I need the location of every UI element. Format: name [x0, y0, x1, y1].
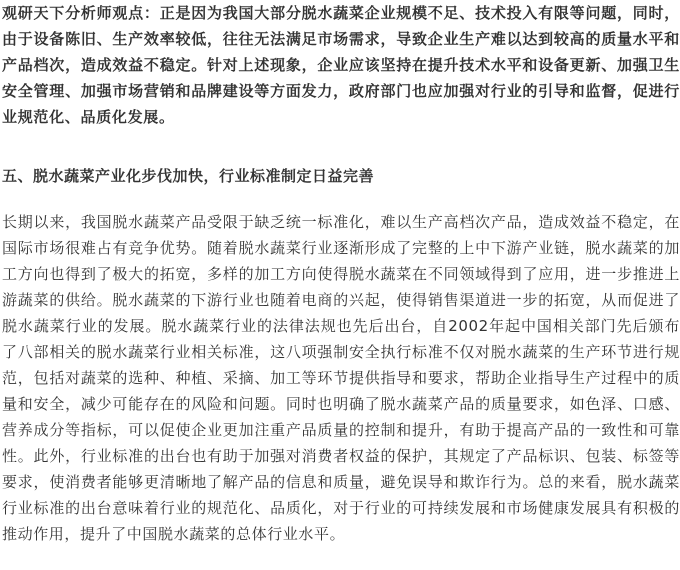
section-heading: 五、脱水蔬菜产业化步伐加快，行业标准制定日益完善 [2, 167, 375, 185]
body-paragraph: 长期以来，我国脱水蔬菜产品受限于缺乏统一标准化，难以生产高档次产品，造成效益不稳定，在国际市场很难占有竞争优势。随着脱水蔬菜行业逐渐形成了完整的上中下游产业链，脱水蔬菜的加工方向也得到了极大的拓宽，多样的加工方向使得脱水蔬菜在不同领域得到了应用，进一步推进上游蔬菜的供给。脱水蔬菜的下游行业也随着电商的兴起，使得销售渠道进一步的拓宽，从而促进了脱水蔬菜行业的发展。脱水蔬菜行业的法律法规也先后出台，自2002年起中国相关部门先后颁布了八部相关的脱水蔬菜行业相关标准，这八项强制安全执行标准不仅对脱水蔬菜的生产环节进行规范，包括对蔬菜的选种、种植、采摘、加工等环节提供指导和要求，帮助企业指导生产过程中的质量和安全，减少可能存在的风险和问题。同时也明确了脱水蔬菜产品的质量要求，如色泽、口感、营养成分等指标，可以促使企业更加注重产品质量的控制和提升，有助于提高产品的一致性和可靠性。此外，行业标准的出台也有助于加强对消费者权益的保护，其规定了产品标识、包装、标签等要求，使消费者能够更清晰地了解产品的信息和质量，避免误导和欺诈行为。总的来看，脱水蔬菜行业标准的出台意味着行业的规范化、品质化，对于行业的可持续发展和市场健康发展具有积极的推动作用，提升了中国脱水蔬菜的总体行业水平。 [2, 213, 680, 543]
analyst-viewpoint-paragraph: 观研天下分析师观点：正是因为我国大部分脱水蔬菜企业规模不足、技术投入有限等问题，同时，由于设备陈旧、生产效率较低，往往无法满足市场需求，导致企业生产难以达到较高的质量水平和产品档次，造成效益不稳定。针对上述现象，企业应该坚持在提升技术水平和设备更新、加强卫生安全管理、加强市场营销和品牌建设等方面发力，政府部门也应加强对行业的引导和监督，促进行业规范化、品质化发展。 [2, 4, 680, 126]
